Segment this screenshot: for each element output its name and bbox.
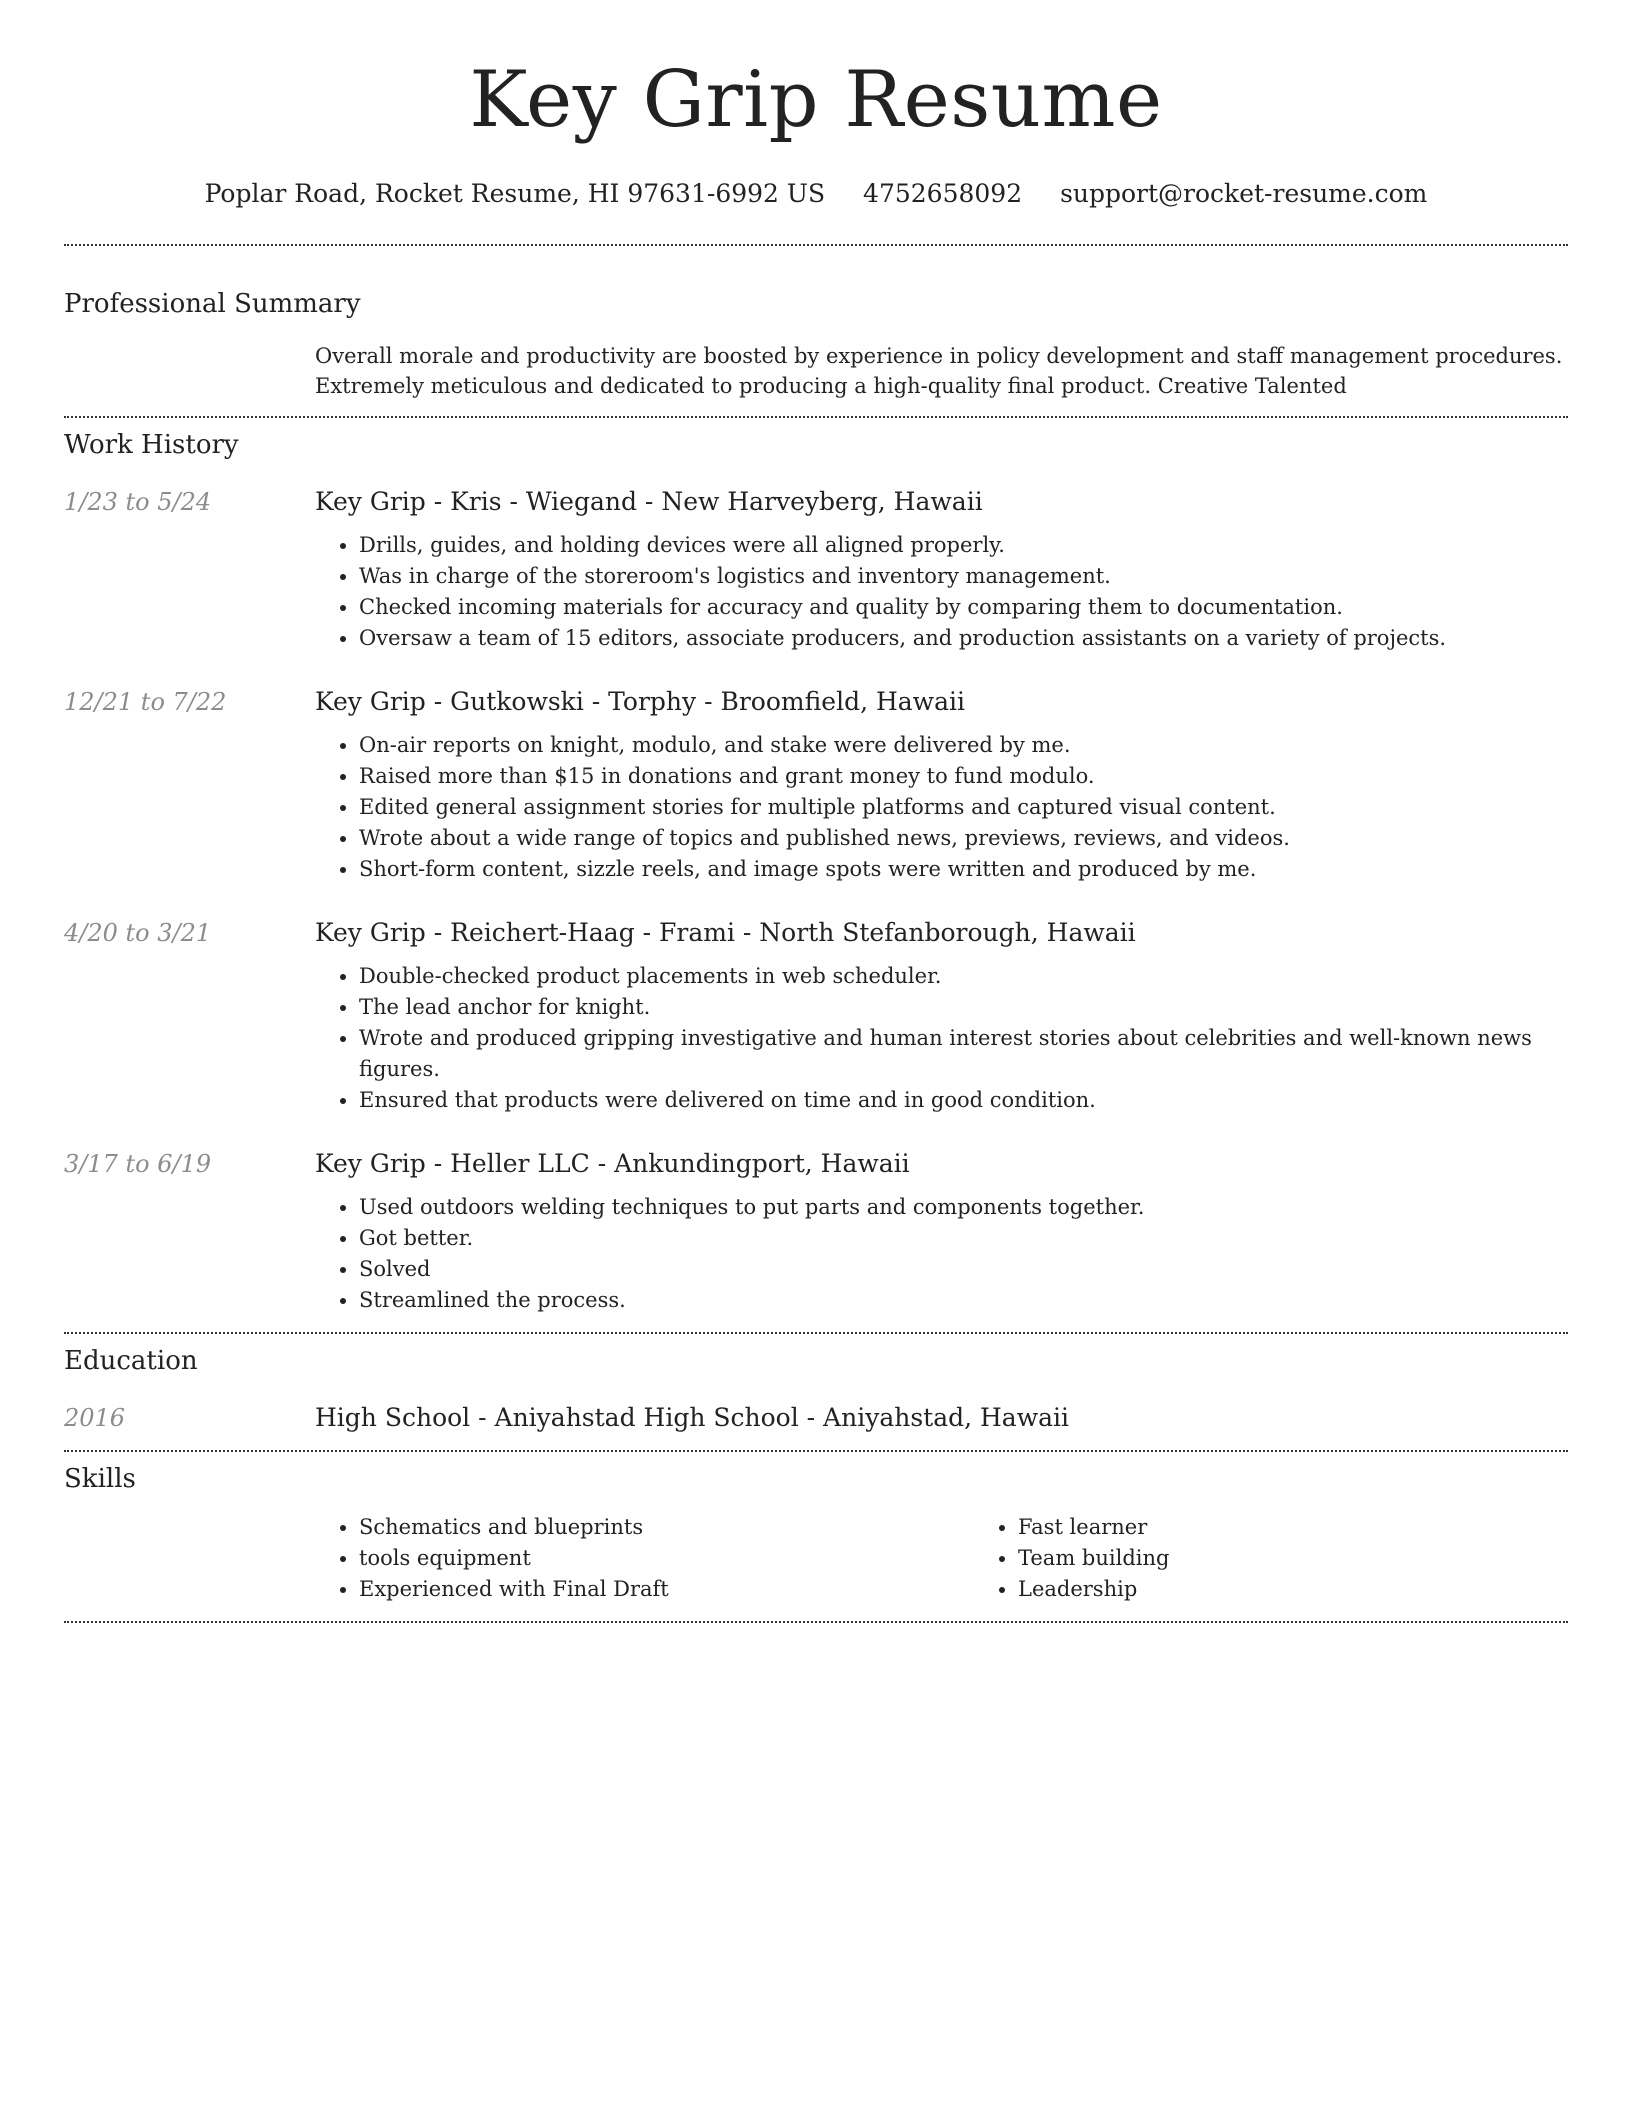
list-item: • The lead anchor for knight.	[359, 992, 1568, 1023]
education-detail: High School - Aniyahstad High School - Aniyahstad, Hawaii	[315, 1403, 1070, 1432]
contact-line	[64, 178, 1568, 210]
list-item: • Ensured that products were delivered on time and in good condition.	[359, 1085, 1568, 1116]
job-bullets	[315, 1192, 1568, 1316]
work-history-section	[64, 418, 1568, 1332]
divider	[64, 1621, 1568, 1623]
section-title-skills: Skills	[64, 1464, 136, 1494]
skills-columns	[315, 1512, 1632, 1605]
resume-page	[64, 0, 1568, 1623]
job-bullets	[315, 730, 1568, 885]
job-title: Key Grip - Gutkowski - Torphy - Broomfield, Hawaii	[315, 687, 965, 716]
education-entry	[64, 1402, 1568, 1434]
job-title: Key Grip - Reichert-Haag - Frami - North Stefanborough, Hawaii	[315, 918, 1136, 947]
skills-list-right	[974, 1512, 1632, 1605]
list-item: • Schematics and blueprints	[359, 1512, 974, 1543]
list-item: • Double-checked product placements in web scheduler.	[359, 961, 1568, 992]
job-entry	[64, 686, 1568, 885]
section-title-education: Education	[64, 1346, 198, 1376]
skills-spacer	[64, 1512, 315, 1605]
job-bullets	[315, 961, 1568, 1116]
section-title-summary: Professional Summary	[64, 289, 361, 319]
list-item: • Short-form content, sizzle reels, and image spots were written and produced by me.	[359, 854, 1568, 885]
job-title: Key Grip - Heller LLC - Ankundingport, Hawaii	[315, 1149, 910, 1178]
list-item: • Raised more than $15 in donations and grant money to fund modulo.	[359, 761, 1568, 792]
job-dates: 3/17 to 6/19	[64, 1150, 212, 1178]
list-item: • Oversaw a team of 15 editors, associate producers, and production assistants on a variety of projects.	[359, 623, 1568, 654]
list-item: • Got better.	[359, 1223, 1568, 1254]
list-item: • tools equipment	[359, 1543, 974, 1574]
contact-address: Poplar Road, Rocket Resume, HI 97631-6992 US	[204, 179, 826, 208]
list-item: • Wrote about a wide range of topics and published news, previews, reviews, and videos.	[359, 823, 1568, 854]
job-dates: 4/20 to 3/21	[64, 919, 212, 947]
list-item: • Checked incoming materials for accuracy and quality by comparing them to documentation.	[359, 592, 1568, 623]
summary-spacer	[64, 341, 315, 401]
list-item: • On-air reports on knight, modulo, and stake were delivered by me.	[359, 730, 1568, 761]
section-title-work-history: Work History	[64, 430, 239, 460]
list-item: • Fast learner	[1018, 1512, 1632, 1543]
job-bullets	[315, 530, 1568, 654]
job-entry	[64, 486, 1568, 654]
job-dates: 1/23 to 5/24	[64, 488, 212, 516]
list-item: • Used outdoors welding techniques to put parts and components together.	[359, 1192, 1568, 1223]
education-year: 2016	[64, 1404, 126, 1432]
skills-list-left	[315, 1512, 974, 1605]
job-entry	[64, 1148, 1568, 1316]
list-item: • Streamlined the process.	[359, 1285, 1568, 1316]
list-item: • Edited general assignment stories for multiple platforms and captured visual content.	[359, 792, 1568, 823]
job-entry	[64, 917, 1568, 1116]
education-section	[64, 1334, 1568, 1450]
list-item: • Solved	[359, 1254, 1568, 1285]
summary-text: Overall morale and productivity are boosted by experience in policy development and staff management procedures. Extremely meticulous and dedicated to producing a high-quality final product. Creative Talented	[315, 344, 1563, 398]
contact-email[interactable]: support@rocket-resume.com	[1060, 179, 1428, 208]
list-item: • Team building	[1018, 1543, 1632, 1574]
summary-section	[64, 246, 1568, 416]
list-item: • Drills, guides, and holding devices were all aligned properly.	[359, 530, 1568, 561]
job-dates: 12/21 to 7/22	[64, 688, 227, 716]
list-item: • Leadership	[1018, 1574, 1632, 1605]
list-item: • Was in charge of the storeroom's logistics and inventory management.	[359, 561, 1568, 592]
skills-section	[64, 1452, 1568, 1621]
list-item: • Experienced with Final Draft	[359, 1574, 974, 1605]
resume-title: Key Grip Resume	[469, 55, 1163, 145]
contact-phone: 4752658092	[863, 179, 1023, 208]
job-title: Key Grip - Kris - Wiegand - New Harveyberg, Hawaii	[315, 487, 983, 516]
list-item: • Wrote and produced gripping investigative and human interest stories about celebrities and well-known news figures.	[359, 1023, 1568, 1085]
